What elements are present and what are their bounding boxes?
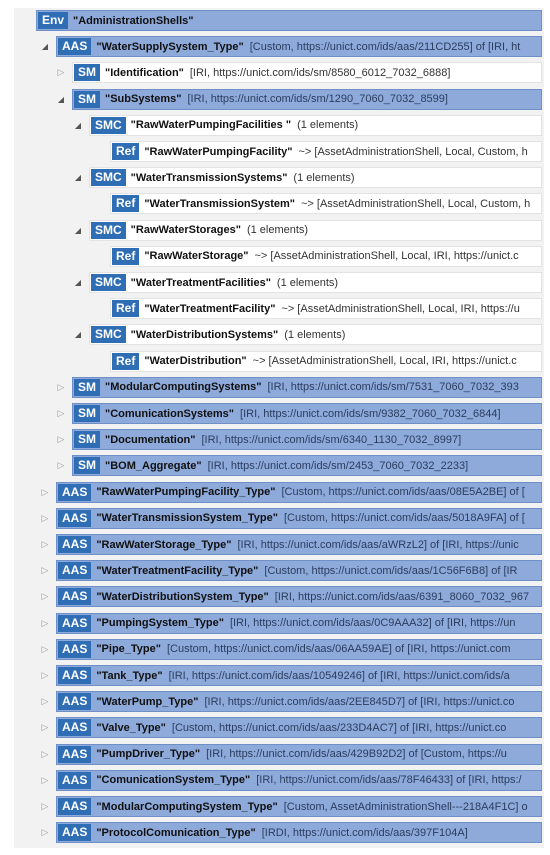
node-type-badge: Ref (112, 300, 139, 317)
node-type-badge: Ref (112, 353, 139, 370)
node-type-badge: SMC (91, 169, 126, 186)
node-name: "Identification" (105, 66, 184, 79)
node-info: [IRI, https://unict.com/ids/aas/429B92D2] of [Custom, https://u (206, 748, 507, 761)
node-info: [IRDI, https://unict.com/ids/aas/397F104A] (261, 826, 468, 839)
node-name: "ProtocolComunication_Type" (96, 826, 256, 839)
triangle-right-outline-icon[interactable]: ▷ (41, 748, 49, 759)
node-name: "RawWaterPumpingFacility" (144, 145, 293, 158)
node-name: "WaterTreatmentFacility" (144, 302, 276, 315)
node-type-badge: SM (74, 91, 100, 108)
node-info: [IRI, https://unict.com/ids/aas/78F46433] of [IRI, https:/ (256, 774, 522, 787)
node-name: "ModularComputingSystems" (105, 381, 262, 394)
tree-node-env[interactable] (36, 10, 542, 31)
node-info: [Custom, https://unict.com/ids/aas/233D4AC7] of [IRI, https://unict.co (171, 721, 507, 734)
node-name: "RawWaterPumpingFacility_Type" (96, 486, 276, 499)
node-name: "ComunicationSystems" (105, 407, 235, 420)
tree-node-ref[interactable] (110, 246, 542, 267)
triangle-down-right-icon[interactable]: ◢ (57, 94, 65, 104)
node-name: "Documentation" (105, 433, 196, 446)
tree-node-aas[interactable] (56, 691, 542, 712)
tree-node-smc[interactable] (89, 115, 542, 136)
node-type-badge: Ref (112, 143, 139, 160)
node-info: (1 elements) (297, 119, 359, 132)
node-type-badge: AAS (58, 693, 91, 710)
triangle-right-outline-icon[interactable]: ▷ (41, 565, 49, 576)
node-info: ~> [AssetAdministrationShell, Local, IRI, https://u (281, 302, 520, 315)
node-type-badge: Ref (112, 248, 139, 265)
node-name: "ComunicationSystem_Type" (96, 774, 251, 787)
node-type-badge: SM (74, 457, 100, 474)
tree-node-aas[interactable] (56, 508, 542, 529)
node-info: (1 elements) (284, 328, 346, 341)
node-info: ~> [AssetAdministrationShell, Local, IRI, https://unict.c (252, 355, 517, 368)
triangle-right-outline-icon[interactable]: ▷ (41, 670, 49, 680)
tree-node-ref[interactable] (110, 193, 542, 214)
node-name: "Valve_Type" (96, 721, 166, 734)
triangle-right-outline-icon[interactable]: ▷ (57, 460, 65, 471)
node-type-badge: AAS (58, 484, 91, 501)
node-type-badge: AAS (58, 746, 91, 763)
node-name: "PumpingSystem_Type" (96, 617, 224, 630)
tree-node-smc[interactable] (89, 272, 542, 293)
tree-node-aas[interactable] (56, 639, 542, 660)
tree-node-smc[interactable] (89, 167, 542, 188)
node-info: [IRI, https://unict.com/ids/sm/2453_7060_7032_2233] (207, 459, 469, 472)
tree-node-aas[interactable] (56, 613, 542, 634)
triangle-right-outline-icon[interactable]: ▷ (57, 408, 65, 418)
triangle-right-outline-icon[interactable]: ▷ (41, 827, 49, 838)
node-name: "ModularComputingSystem_Type" (96, 800, 278, 813)
node-name: "AdministrationShells" (73, 14, 194, 27)
node-info: [IRI, https://unict.com/ids/sm/6340_1130_7032_8997] (201, 433, 462, 446)
triangle-right-outline-icon[interactable]: ▷ (41, 643, 49, 654)
node-type-badge: AAS (58, 588, 91, 605)
triangle-down-right-icon[interactable]: ◢ (74, 330, 82, 340)
node-info: [IRI, https://unict.com/ids/aas/aWRzL2] of [IRI, https://unic (237, 538, 519, 551)
tree-node-aas[interactable] (56, 770, 542, 791)
node-info: [IRI, https://unict.com/ids/aas/6391_8060_7032_967 (274, 590, 530, 603)
triangle-right-outline-icon[interactable]: ▷ (57, 381, 65, 392)
tree-node-sm[interactable] (72, 403, 542, 424)
tree-node-sm[interactable] (72, 455, 542, 476)
node-name: "WaterTransmissionSystem_Type" (96, 512, 278, 525)
tree-node-smc[interactable] (89, 220, 542, 241)
node-type-badge: AAS (58, 536, 91, 553)
tree-node-aas[interactable] (56, 717, 542, 738)
node-type-badge: AAS (58, 798, 91, 815)
node-type-badge: SMC (91, 274, 126, 291)
triangle-right-outline-icon[interactable]: ▷ (41, 696, 49, 707)
node-info: (1 elements) (293, 171, 355, 184)
node-name: "WaterDistribution" (144, 355, 247, 368)
triangle-down-right-icon[interactable]: ◢ (74, 278, 82, 287)
node-type-badge: Env (38, 12, 68, 29)
triangle-right-outline-icon[interactable]: ▷ (41, 801, 49, 811)
tree-node-aas[interactable] (56, 665, 542, 686)
node-name: "SubSystems" (105, 93, 182, 106)
tree-node-smc[interactable] (89, 324, 542, 345)
triangle-right-outline-icon[interactable]: ▷ (41, 617, 49, 628)
node-type-badge: AAS (58, 38, 91, 55)
triangle-right-outline-icon[interactable]: ▷ (41, 539, 49, 549)
tree-node-aas[interactable] (56, 796, 542, 817)
node-name: "WaterPump_Type" (96, 695, 199, 708)
node-info: [IRI, https://unict.com/ids/aas/0C9AAA32] of [IRI, https://un (229, 617, 516, 630)
node-name: "BOM_Aggregate" (105, 459, 202, 472)
node-name: "WaterDistributionSystem_Type" (96, 590, 269, 603)
node-info: [Custom, https://unict.com/ids/aas/06AA59AE] of [IRI, https://unict.com (166, 643, 511, 656)
node-name: "PumpDriver_Type" (96, 748, 201, 761)
tree-node-ref[interactable] (110, 141, 542, 162)
node-type-badge: AAS (58, 641, 91, 658)
tree-node-aas[interactable] (56, 36, 542, 57)
node-name: "WaterTransmissionSystems" (130, 171, 288, 184)
node-info: [IRI, https://unict.com/ids/sm/1290_7060_7032_8599] (187, 93, 448, 106)
node-info: [Custom, https://unict.com/ids/aas/1C56F6B8] of [IR (264, 564, 518, 577)
node-name: "WaterSupplySystem_Type" (96, 40, 244, 53)
node-type-badge: AAS (58, 772, 91, 789)
node-name: "RawWaterStorages" (130, 224, 241, 237)
node-name: "Tank_Type" (96, 669, 163, 682)
node-type-badge: Ref (112, 195, 139, 212)
tree-node-sm[interactable] (72, 377, 542, 398)
node-type-badge: SM (74, 405, 100, 422)
triangle-right-outline-icon[interactable]: ▷ (41, 591, 49, 602)
node-info: [IRI, https://unict.com/ids/aas/10549246] of [IRI, https://unict.com/ids/a (168, 669, 510, 682)
triangle-right-outline-icon[interactable]: ▷ (57, 67, 65, 78)
aas-tree-view[interactable] (14, 8, 544, 848)
node-info: [IRI, https://unict.com/ids/sm/9382_7060_7032_6844] (240, 407, 501, 420)
node-type-badge: SMC (91, 222, 126, 239)
triangle-down-right-icon[interactable]: ◢ (74, 120, 82, 130)
node-type-badge: AAS (58, 510, 91, 527)
node-type-badge: SMC (91, 117, 126, 134)
node-name: "WaterTreatmentFacilities" (130, 276, 271, 289)
node-info: ~> [AssetAdministrationShell, Local, Custom, h (298, 145, 528, 158)
triangle-down-right-icon[interactable]: ◢ (74, 225, 82, 235)
node-type-badge: AAS (58, 615, 91, 632)
node-type-badge: AAS (58, 562, 91, 579)
node-name: "WaterTransmissionSystem" (144, 197, 295, 210)
node-info: ~> [AssetAdministrationShell, Local, Custom, h (300, 197, 531, 210)
node-type-badge: SM (74, 431, 100, 448)
tree-node-aas[interactable] (56, 560, 542, 581)
tree-node-sm[interactable] (72, 429, 542, 450)
node-type-badge: AAS (58, 824, 91, 841)
triangle-right-outline-icon[interactable]: ▷ (41, 486, 49, 497)
node-info: [Custom, AssetAdministrationShell---218A4F1C] o (283, 800, 528, 813)
node-name: "WaterTreatmentFacility_Type" (96, 564, 259, 577)
node-name: "Pipe_Type" (96, 643, 161, 656)
node-name: "WaterDistributionSystems" (130, 328, 279, 341)
node-type-badge: AAS (58, 667, 91, 684)
node-info: [Custom, https://unict.com/ids/aas/211CD255] of [IRI, ht (249, 40, 521, 53)
triangle-down-right-icon[interactable]: ◢ (41, 42, 49, 52)
node-type-badge: SM (74, 64, 100, 81)
tree-node-aas[interactable] (56, 744, 542, 765)
node-type-badge: AAS (58, 719, 91, 736)
node-info: (1 elements) (246, 224, 309, 237)
tree-node-sm[interactable] (72, 62, 542, 83)
node-type-badge: SM (74, 379, 100, 396)
node-info: [Custom, https://unict.com/ids/aas/08E5A2BE] of [ (281, 486, 525, 499)
tree-node-ref[interactable] (110, 298, 542, 319)
node-info: (1 elements) (276, 276, 339, 289)
triangle-right-outline-icon[interactable]: ▷ (57, 434, 65, 445)
node-type-badge: SMC (91, 326, 126, 343)
triangle-right-outline-icon[interactable]: ▷ (41, 722, 49, 733)
node-info: [Custom, https://unict.com/ids/aas/5018A9FA] of [ (283, 512, 525, 525)
tree-node-sm[interactable] (72, 89, 542, 110)
triangle-right-outline-icon[interactable]: ▷ (41, 512, 49, 523)
node-info: [IRI, https://unict.com/ids/sm/7531_7060_7032_393 (267, 381, 519, 394)
tree-node-aas[interactable] (56, 586, 542, 607)
node-info: [IRI, https://unict.com/ids/sm/8580_6012_7032_6888] (189, 66, 451, 79)
node-info: ~> [AssetAdministrationShell, Local, IRI, https://unict.c (254, 250, 519, 263)
triangle-down-right-icon[interactable]: ◢ (74, 173, 82, 183)
node-name: "RawWaterPumpingFacilities " (130, 119, 292, 132)
tree-node-ref[interactable] (110, 351, 542, 372)
tree-node-aas[interactable] (56, 822, 542, 843)
triangle-right-outline-icon[interactable]: ▷ (41, 774, 49, 785)
tree-node-aas[interactable] (56, 482, 542, 503)
node-info: [IRI, https://unict.com/ids/aas/2EE845D7] of [IRI, https://unict.co (204, 695, 515, 708)
node-name: "RawWaterStorage_Type" (96, 538, 232, 551)
tree-node-aas[interactable] (56, 534, 542, 555)
node-name: "RawWaterStorage" (144, 250, 249, 263)
